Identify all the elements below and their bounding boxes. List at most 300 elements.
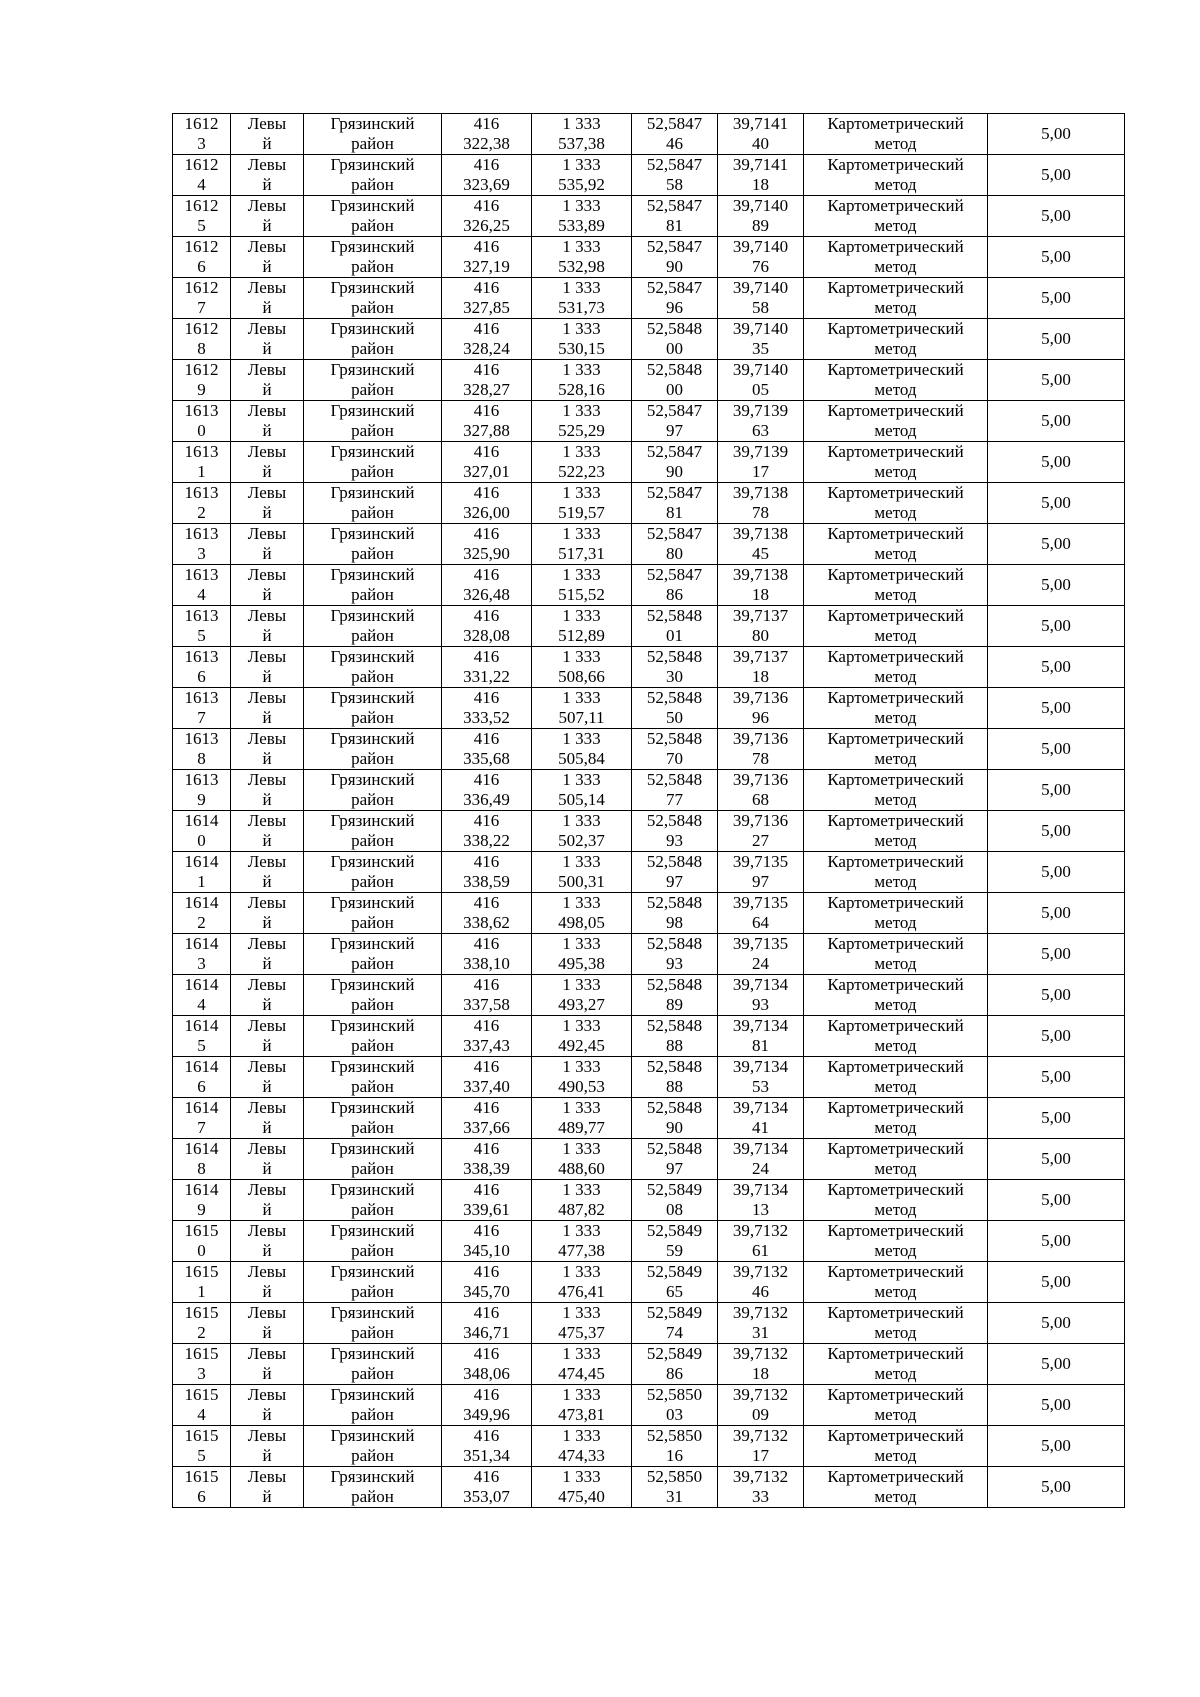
longitude-cell-line: 39,7135 bbox=[732, 852, 789, 872]
longitude-cell bbox=[718, 770, 804, 811]
latitude-cell bbox=[632, 688, 718, 729]
coord-y-cell-line: 500,31 bbox=[558, 872, 605, 891]
coord-x-cell-line: 416 bbox=[473, 688, 500, 708]
coord-x-cell bbox=[442, 647, 532, 688]
latitude-cell-line: 52,5847 bbox=[646, 237, 703, 257]
point-number-cell-line: 1615 bbox=[184, 1262, 219, 1282]
coord-y-cell-line: 1 333 bbox=[562, 729, 601, 749]
method-cell-line: метод bbox=[874, 1200, 917, 1219]
latitude-cell bbox=[632, 237, 718, 278]
latitude-cell bbox=[632, 565, 718, 606]
longitude-cell-line: 09 bbox=[752, 1405, 769, 1424]
bank-side-cell-line: Левы bbox=[247, 647, 287, 667]
latitude-cell-line: 52,5847 bbox=[646, 196, 703, 216]
method-cell bbox=[804, 688, 988, 729]
coord-y-cell bbox=[532, 524, 632, 565]
accuracy-cell: 5,00 bbox=[988, 237, 1125, 278]
method-cell-line: Картометрический bbox=[827, 1344, 964, 1364]
accuracy-cell: 5,00 bbox=[988, 606, 1125, 647]
latitude-cell-line: 97 bbox=[666, 872, 683, 891]
coord-y-cell-line: 1 333 bbox=[562, 1098, 601, 1118]
coord-y-cell-line: 488,60 bbox=[558, 1159, 605, 1178]
coord-x-cell-line: 328,08 bbox=[463, 626, 510, 645]
accuracy-cell: 5,00 bbox=[988, 688, 1125, 729]
method-cell-line: метод bbox=[874, 667, 917, 686]
district-cell-line: район bbox=[351, 790, 394, 809]
longitude-cell bbox=[718, 319, 804, 360]
method-cell-line: Картометрический bbox=[827, 1139, 964, 1159]
coord-x-cell-line: 345,10 bbox=[463, 1241, 510, 1260]
point-number-cell-line: 1613 bbox=[184, 401, 219, 421]
point-number-cell-line: 4 bbox=[197, 995, 206, 1014]
bank-side-cell-line: Левы bbox=[247, 1385, 287, 1405]
coord-y-cell-line: 535,92 bbox=[558, 175, 605, 194]
bank-side-cell-line: й bbox=[262, 421, 272, 440]
accuracy-cell: 5,00 bbox=[988, 196, 1125, 237]
coord-x-cell-line: 416 bbox=[473, 155, 500, 175]
point-number-cell bbox=[173, 606, 231, 647]
coord-y-cell bbox=[532, 1139, 632, 1180]
longitude-cell-line: 18 bbox=[752, 175, 769, 194]
coord-x-cell-line: 338,22 bbox=[463, 831, 510, 850]
point-number-cell bbox=[173, 1098, 231, 1139]
point-number-cell bbox=[173, 893, 231, 934]
point-number-cell-line: 0 bbox=[197, 1241, 206, 1260]
coord-y-cell-line: 507,11 bbox=[558, 708, 605, 727]
accuracy-cell: 5,00 bbox=[988, 1467, 1125, 1508]
coord-x-cell-line: 353,07 bbox=[463, 1487, 510, 1506]
district-cell-line: район bbox=[351, 749, 394, 768]
longitude-cell-line: 39,7138 bbox=[732, 524, 789, 544]
coord-x-cell-line: 416 bbox=[473, 934, 500, 954]
point-number-cell bbox=[173, 811, 231, 852]
district-cell bbox=[304, 1303, 442, 1344]
district-cell bbox=[304, 893, 442, 934]
district-cell bbox=[304, 934, 442, 975]
bank-side-cell-line: Левы bbox=[247, 1303, 287, 1323]
method-cell-line: Картометрический bbox=[827, 1098, 964, 1118]
method-cell bbox=[804, 1221, 988, 1262]
latitude-cell bbox=[632, 811, 718, 852]
point-number-cell bbox=[173, 524, 231, 565]
coord-y-cell-line: 1 333 bbox=[562, 442, 601, 462]
longitude-cell-line: 39,7138 bbox=[732, 483, 789, 503]
method-cell-line: метод bbox=[874, 872, 917, 891]
bank-side-cell bbox=[231, 442, 304, 483]
coord-x-cell bbox=[442, 483, 532, 524]
bank-side-cell-line: й bbox=[262, 790, 272, 809]
latitude-cell bbox=[632, 1221, 718, 1262]
district-cell-line: Грязинский bbox=[330, 196, 415, 216]
method-cell bbox=[804, 893, 988, 934]
accuracy-cell: 5,00 bbox=[988, 729, 1125, 770]
latitude-cell-line: 52,5848 bbox=[646, 1098, 703, 1118]
coord-x-cell-line: 338,62 bbox=[463, 913, 510, 932]
district-cell-line: район bbox=[351, 1241, 394, 1260]
accuracy-cell: 5,00 bbox=[988, 155, 1125, 196]
method-cell-line: метод bbox=[874, 1077, 917, 1096]
coord-y-cell-line: 1 333 bbox=[562, 606, 601, 626]
coord-x-cell bbox=[442, 1057, 532, 1098]
coord-y-cell-line: 1 333 bbox=[562, 1426, 601, 1446]
coord-x-cell-line: 416 bbox=[473, 1344, 500, 1364]
district-cell bbox=[304, 688, 442, 729]
coord-x-cell bbox=[442, 1098, 532, 1139]
coord-x-cell bbox=[442, 360, 532, 401]
point-number-cell bbox=[173, 770, 231, 811]
longitude-cell bbox=[718, 934, 804, 975]
latitude-cell bbox=[632, 1098, 718, 1139]
coord-y-cell-line: 533,89 bbox=[558, 216, 605, 235]
coord-x-cell-line: 351,34 bbox=[463, 1446, 510, 1465]
coord-y-cell bbox=[532, 770, 632, 811]
point-number-cell-line: 1612 bbox=[184, 196, 219, 216]
coord-x-cell-line: 416 bbox=[473, 401, 500, 421]
coord-y-cell bbox=[532, 483, 632, 524]
method-cell-line: Картометрический bbox=[827, 155, 964, 175]
coord-y-cell bbox=[532, 319, 632, 360]
latitude-cell-line: 97 bbox=[666, 1159, 683, 1178]
point-number-cell-line: 2 bbox=[197, 503, 206, 522]
bank-side-cell bbox=[231, 565, 304, 606]
coord-x-cell bbox=[442, 319, 532, 360]
longitude-cell-line: 53 bbox=[752, 1077, 769, 1096]
point-number-cell-line: 1614 bbox=[184, 1098, 219, 1118]
point-number-cell-line: 3 bbox=[197, 134, 206, 153]
longitude-cell bbox=[718, 1262, 804, 1303]
latitude-cell-line: 52,5847 bbox=[646, 565, 703, 585]
coord-y-cell bbox=[532, 442, 632, 483]
district-cell bbox=[304, 1385, 442, 1426]
point-number-cell-line: 1612 bbox=[184, 360, 219, 380]
point-number-cell-line: 7 bbox=[197, 708, 206, 727]
coord-x-cell-line: 416 bbox=[473, 1303, 500, 1323]
district-cell bbox=[304, 729, 442, 770]
district-cell bbox=[304, 852, 442, 893]
latitude-cell-line: 97 bbox=[666, 421, 683, 440]
bank-side-cell bbox=[231, 155, 304, 196]
coord-x-cell-line: 416 bbox=[473, 729, 500, 749]
latitude-cell bbox=[632, 1344, 718, 1385]
method-cell-line: Картометрический bbox=[827, 1262, 964, 1282]
longitude-cell-line: 78 bbox=[752, 749, 769, 768]
district-cell bbox=[304, 647, 442, 688]
latitude-cell-line: 81 bbox=[666, 503, 683, 522]
point-number-cell-line: 3 bbox=[197, 544, 206, 563]
district-cell-line: район bbox=[351, 1364, 394, 1383]
district-cell bbox=[304, 1467, 442, 1508]
latitude-cell-line: 52,5847 bbox=[646, 114, 703, 134]
longitude-cell bbox=[718, 565, 804, 606]
method-cell bbox=[804, 1180, 988, 1221]
district-cell-line: Грязинский bbox=[330, 401, 415, 421]
latitude-cell bbox=[632, 155, 718, 196]
district-cell bbox=[304, 975, 442, 1016]
method-cell bbox=[804, 442, 988, 483]
coord-y-cell-line: 475,37 bbox=[558, 1323, 605, 1342]
longitude-cell bbox=[718, 688, 804, 729]
coord-x-cell-line: 416 bbox=[473, 442, 500, 462]
longitude-cell-line: 39,7134 bbox=[732, 975, 789, 995]
point-number-cell-line: 1613 bbox=[184, 524, 219, 544]
district-cell-line: район bbox=[351, 1282, 394, 1301]
bank-side-cell-line: Левы bbox=[247, 524, 287, 544]
coord-x-cell-line: 416 bbox=[473, 1057, 500, 1077]
bank-side-cell-line: Левы bbox=[247, 1016, 287, 1036]
longitude-cell-line: 39,7136 bbox=[732, 729, 789, 749]
bank-side-cell-line: й bbox=[262, 175, 272, 194]
coord-x-cell-line: 327,01 bbox=[463, 462, 510, 481]
point-number-cell bbox=[173, 1467, 231, 1508]
point-number-cell-line: 4 bbox=[197, 175, 206, 194]
district-cell bbox=[304, 483, 442, 524]
district-cell-line: Грязинский bbox=[330, 278, 415, 298]
bank-side-cell bbox=[231, 1262, 304, 1303]
district-cell-line: район bbox=[351, 913, 394, 932]
bank-side-cell-line: Левы bbox=[247, 360, 287, 380]
longitude-cell-line: 39,7134 bbox=[732, 1139, 789, 1159]
method-cell-line: Картометрический bbox=[827, 1303, 964, 1323]
longitude-cell bbox=[718, 360, 804, 401]
point-number-cell-line: 1615 bbox=[184, 1426, 219, 1446]
longitude-cell bbox=[718, 114, 804, 155]
district-cell-line: район bbox=[351, 1446, 394, 1465]
coord-y-cell-line: 477,38 bbox=[558, 1241, 605, 1260]
latitude-cell bbox=[632, 360, 718, 401]
bank-side-cell-line: й bbox=[262, 380, 272, 399]
district-cell-line: Грязинский bbox=[330, 770, 415, 790]
district-cell-line: Грязинский bbox=[330, 524, 415, 544]
bank-side-cell-line: Левы bbox=[247, 811, 287, 831]
longitude-cell-line: 39,7134 bbox=[732, 1057, 789, 1077]
longitude-cell-line: 39,7132 bbox=[732, 1344, 789, 1364]
coord-y-cell bbox=[532, 975, 632, 1016]
latitude-cell-line: 81 bbox=[666, 216, 683, 235]
district-cell bbox=[304, 237, 442, 278]
latitude-cell-line: 03 bbox=[666, 1405, 683, 1424]
longitude-cell-line: 39,7140 bbox=[732, 319, 789, 339]
latitude-cell-line: 80 bbox=[666, 544, 683, 563]
coord-x-cell-line: 416 bbox=[473, 975, 500, 995]
coord-x-cell bbox=[442, 1221, 532, 1262]
district-cell-line: район bbox=[351, 175, 394, 194]
bank-side-cell-line: й bbox=[262, 585, 272, 604]
accuracy-cell: 5,00 bbox=[988, 360, 1125, 401]
district-cell bbox=[304, 114, 442, 155]
point-number-cell bbox=[173, 1180, 231, 1221]
coord-x-cell bbox=[442, 606, 532, 647]
accuracy-cell: 5,00 bbox=[988, 647, 1125, 688]
method-cell bbox=[804, 852, 988, 893]
bank-side-cell bbox=[231, 1098, 304, 1139]
latitude-cell bbox=[632, 1262, 718, 1303]
longitude-cell bbox=[718, 401, 804, 442]
method-cell bbox=[804, 196, 988, 237]
point-number-cell-line: 7 bbox=[197, 1118, 206, 1137]
coord-x-cell-line: 338,10 bbox=[463, 954, 510, 973]
bank-side-cell-line: й bbox=[262, 1364, 272, 1383]
point-number-cell bbox=[173, 196, 231, 237]
coord-y-cell-line: 1 333 bbox=[562, 1303, 601, 1323]
coord-y-cell bbox=[532, 1426, 632, 1467]
coord-y-cell-line: 528,16 bbox=[558, 380, 605, 399]
district-cell-line: Грязинский bbox=[330, 1057, 415, 1077]
longitude-cell-line: 39,7136 bbox=[732, 688, 789, 708]
accuracy-cell: 5,00 bbox=[988, 1426, 1125, 1467]
district-cell-line: Грязинский bbox=[330, 893, 415, 913]
latitude-cell-line: 52,5849 bbox=[646, 1262, 703, 1282]
point-number-cell-line: 2 bbox=[197, 1323, 206, 1342]
coord-y-cell-line: 1 333 bbox=[562, 1057, 601, 1077]
longitude-cell-line: 17 bbox=[752, 462, 769, 481]
point-number-cell-line: 0 bbox=[197, 831, 206, 850]
accuracy-cell: 5,00 bbox=[988, 1098, 1125, 1139]
method-cell-line: Картометрический bbox=[827, 278, 964, 298]
accuracy-cell: 5,00 bbox=[988, 1180, 1125, 1221]
district-cell-line: район bbox=[351, 257, 394, 276]
latitude-cell bbox=[632, 975, 718, 1016]
district-cell-line: район bbox=[351, 626, 394, 645]
bank-side-cell bbox=[231, 688, 304, 729]
bank-side-cell-line: й bbox=[262, 216, 272, 235]
coord-y-cell bbox=[532, 852, 632, 893]
method-cell-line: Картометрический bbox=[827, 811, 964, 831]
method-cell-line: Картометрический bbox=[827, 401, 964, 421]
bank-side-cell-line: Левы bbox=[247, 401, 287, 421]
coord-x-cell bbox=[442, 155, 532, 196]
coord-x-cell-line: 325,90 bbox=[463, 544, 510, 563]
method-cell bbox=[804, 1344, 988, 1385]
longitude-cell-line: 33 bbox=[752, 1487, 769, 1506]
longitude-cell-line: 39,7138 bbox=[732, 565, 789, 585]
latitude-cell-line: 90 bbox=[666, 1118, 683, 1137]
longitude-cell bbox=[718, 1426, 804, 1467]
point-number-cell bbox=[173, 483, 231, 524]
latitude-cell-line: 86 bbox=[666, 1364, 683, 1383]
accuracy-cell: 5,00 bbox=[988, 975, 1125, 1016]
district-cell bbox=[304, 442, 442, 483]
latitude-cell-line: 52,5848 bbox=[646, 647, 703, 667]
longitude-cell-line: 39,7132 bbox=[732, 1467, 789, 1487]
district-cell-line: район bbox=[351, 954, 394, 973]
bank-side-cell bbox=[231, 1180, 304, 1221]
coord-y-cell-line: 505,14 bbox=[558, 790, 605, 809]
latitude-cell-line: 93 bbox=[666, 831, 683, 850]
coord-x-cell bbox=[442, 729, 532, 770]
method-cell-line: метод bbox=[874, 1159, 917, 1178]
method-cell bbox=[804, 401, 988, 442]
district-cell bbox=[304, 1221, 442, 1262]
method-cell-line: Картометрический bbox=[827, 1016, 964, 1036]
method-cell-line: метод bbox=[874, 1364, 917, 1383]
latitude-cell-line: 52,5850 bbox=[646, 1467, 703, 1487]
table-row bbox=[173, 975, 1125, 1016]
point-number-cell-line: 1614 bbox=[184, 1180, 219, 1200]
latitude-cell-line: 52,5848 bbox=[646, 606, 703, 626]
point-number-cell-line: 1613 bbox=[184, 565, 219, 585]
method-cell-line: Картометрический bbox=[827, 114, 964, 134]
longitude-cell-line: 41 bbox=[752, 1118, 769, 1137]
longitude-cell-line: 39,7134 bbox=[732, 1180, 789, 1200]
coord-y-cell-line: 530,15 bbox=[558, 339, 605, 358]
district-cell bbox=[304, 319, 442, 360]
table-body bbox=[173, 114, 1125, 1508]
method-cell-line: метод bbox=[874, 1487, 917, 1506]
coord-y-cell bbox=[532, 729, 632, 770]
coord-x-cell-line: 327,19 bbox=[463, 257, 510, 276]
point-number-cell bbox=[173, 237, 231, 278]
coord-y-cell-line: 1 333 bbox=[562, 565, 601, 585]
bank-side-cell bbox=[231, 606, 304, 647]
district-cell-line: район bbox=[351, 831, 394, 850]
bank-side-cell-line: Левы bbox=[247, 319, 287, 339]
bank-side-cell-line: Левы bbox=[247, 155, 287, 175]
latitude-cell-line: 08 bbox=[666, 1200, 683, 1219]
method-cell bbox=[804, 606, 988, 647]
coord-y-cell-line: 1 333 bbox=[562, 196, 601, 216]
district-cell-line: Грязинский bbox=[330, 114, 415, 134]
accuracy-cell: 5,00 bbox=[988, 770, 1125, 811]
bank-side-cell bbox=[231, 1221, 304, 1262]
method-cell bbox=[804, 1467, 988, 1508]
point-number-cell-line: 2 bbox=[197, 913, 206, 932]
coord-y-cell-line: 522,23 bbox=[558, 462, 605, 481]
coord-x-cell-line: 336,49 bbox=[463, 790, 510, 809]
table-row bbox=[173, 811, 1125, 852]
longitude-cell-line: 97 bbox=[752, 872, 769, 891]
bank-side-cell bbox=[231, 1385, 304, 1426]
coord-y-cell-line: 1 333 bbox=[562, 360, 601, 380]
table-row bbox=[173, 606, 1125, 647]
table-row bbox=[173, 565, 1125, 606]
bank-side-cell-line: й bbox=[262, 749, 272, 768]
point-number-cell-line: 1612 bbox=[184, 278, 219, 298]
district-cell bbox=[304, 360, 442, 401]
coord-y-cell-line: 505,84 bbox=[558, 749, 605, 768]
method-cell-line: Картометрический bbox=[827, 934, 964, 954]
method-cell bbox=[804, 1016, 988, 1057]
longitude-cell bbox=[718, 1221, 804, 1262]
district-cell-line: район bbox=[351, 1036, 394, 1055]
coord-x-cell-line: 416 bbox=[473, 606, 500, 626]
coord-y-cell bbox=[532, 565, 632, 606]
coord-y-cell-line: 1 333 bbox=[562, 893, 601, 913]
latitude-cell-line: 00 bbox=[666, 380, 683, 399]
bank-side-cell bbox=[231, 1139, 304, 1180]
table-row bbox=[173, 647, 1125, 688]
point-number-cell-line: 4 bbox=[197, 585, 206, 604]
district-cell-line: Грязинский bbox=[330, 483, 415, 503]
longitude-cell bbox=[718, 1016, 804, 1057]
table-row bbox=[173, 237, 1125, 278]
point-number-cell bbox=[173, 1262, 231, 1303]
method-cell-line: метод bbox=[874, 462, 917, 481]
district-cell-line: Грязинский bbox=[330, 647, 415, 667]
bank-side-cell-line: Левы bbox=[247, 934, 287, 954]
latitude-cell-line: 52,5848 bbox=[646, 1016, 703, 1036]
district-cell bbox=[304, 1139, 442, 1180]
longitude-cell bbox=[718, 237, 804, 278]
coord-x-cell bbox=[442, 688, 532, 729]
accuracy-cell: 5,00 bbox=[988, 565, 1125, 606]
coord-y-cell-line: 1 333 bbox=[562, 401, 601, 421]
bank-side-cell-line: Левы bbox=[247, 770, 287, 790]
method-cell bbox=[804, 237, 988, 278]
coord-x-cell-line: 416 bbox=[473, 565, 500, 585]
bank-side-cell-line: й bbox=[262, 1487, 272, 1506]
coord-x-cell-line: 416 bbox=[473, 278, 500, 298]
district-cell-line: Грязинский bbox=[330, 1344, 415, 1364]
